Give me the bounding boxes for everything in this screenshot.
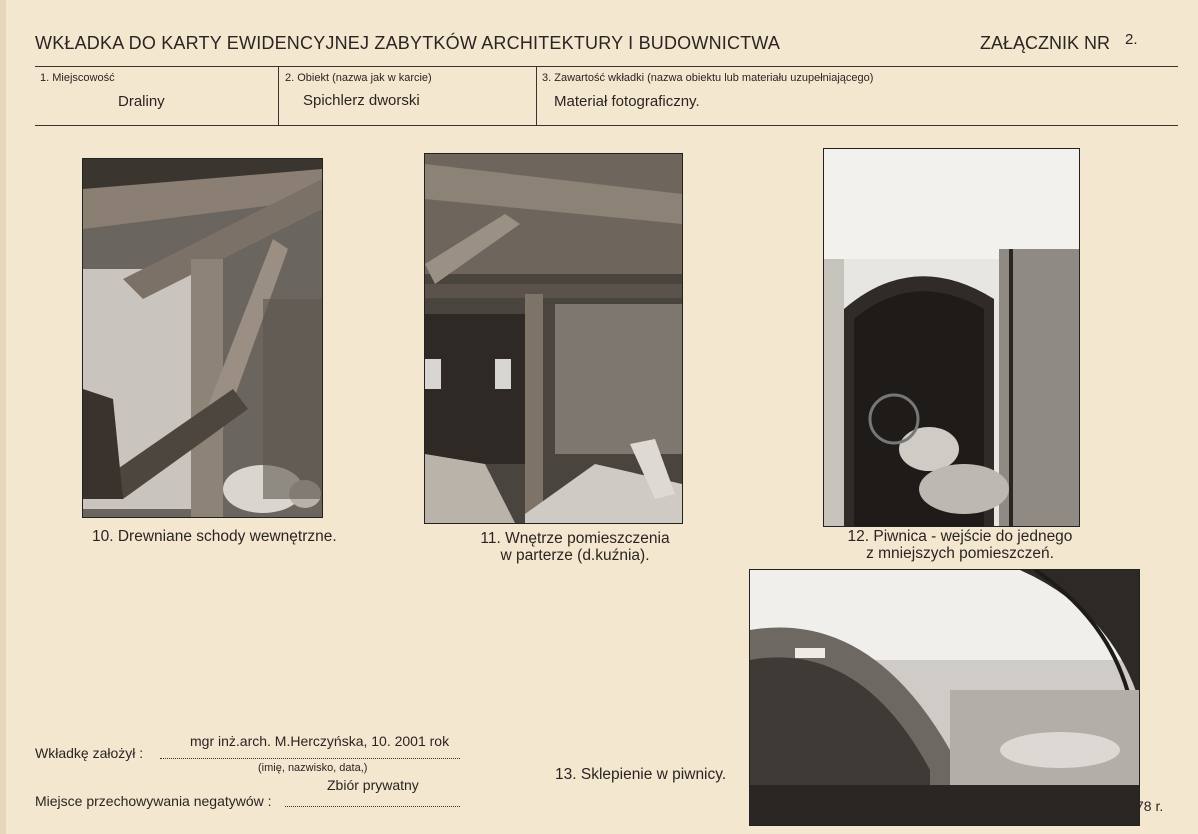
photo-caption <box>82 528 382 545</box>
locality-value: Draliny <box>118 93 165 110</box>
negatives-label: Miejsce przechowywania negatywów : <box>35 793 272 809</box>
field-divider <box>278 66 279 125</box>
trailing-fragment: 78 r. <box>1136 798 1164 814</box>
header-rule-top <box>35 66 1178 67</box>
content-value: Materiał fotograficzny. <box>554 93 700 110</box>
caption-line: 12. Piwnica - wejście do jednego <box>847 528 1073 545</box>
created-by-label: Wkładkę założył : <box>35 745 144 761</box>
caption-line: 13. Sklepienie w piwnicy. <box>555 766 727 783</box>
card-title: WKŁADKA DO KARTY EWIDENCYJNEJ ZABYTKÓW ARCHITEKTURY I BUDOWNICTWA <box>35 33 781 53</box>
header-rule-bottom <box>35 125 1178 126</box>
object-value: Spichlerz dworski <box>303 92 420 109</box>
photo-caption <box>820 528 1100 562</box>
photo-ground-floor-interior <box>424 153 683 524</box>
photo-caption <box>555 766 745 783</box>
attachment-number: 2. <box>1125 31 1138 48</box>
card-edge <box>0 0 6 834</box>
negatives-value: Zbiór prywatny <box>327 777 419 793</box>
negatives-dotted-line <box>285 806 460 807</box>
content-label: 3. Zawartość wkładki (nazwa obiektu lub materiału uzupełniającego) <box>542 72 874 84</box>
caption-line: 11. Wnętrze pomieszczenia <box>480 530 670 547</box>
photo-wooden-stairs <box>82 158 323 518</box>
field-divider <box>536 66 537 125</box>
created-by-dotted-line <box>160 758 460 759</box>
photo-caption <box>440 530 710 564</box>
locality-label: 1. Miejscowość <box>40 72 115 84</box>
attachment-label: ZAŁĄCZNIK NR <box>980 33 1111 53</box>
caption-line: 10. Drewniane schody wewnętrzne. <box>92 528 337 545</box>
created-by-value: mgr inż.arch. M.Herczyńska, 10. 2001 rok <box>190 733 450 749</box>
photo-cellar-entrance <box>823 148 1080 527</box>
caption-line: z mniejszych pomieszczeń. <box>866 545 1054 562</box>
caption-line: w parterze (d.kuźnia). <box>500 547 650 564</box>
photo-cellar-vault <box>749 569 1140 826</box>
created-by-hint: (imię, nazwisko, data,) <box>258 762 368 774</box>
object-label: 2. Obiekt (nazwa jak w karcie) <box>285 72 432 84</box>
